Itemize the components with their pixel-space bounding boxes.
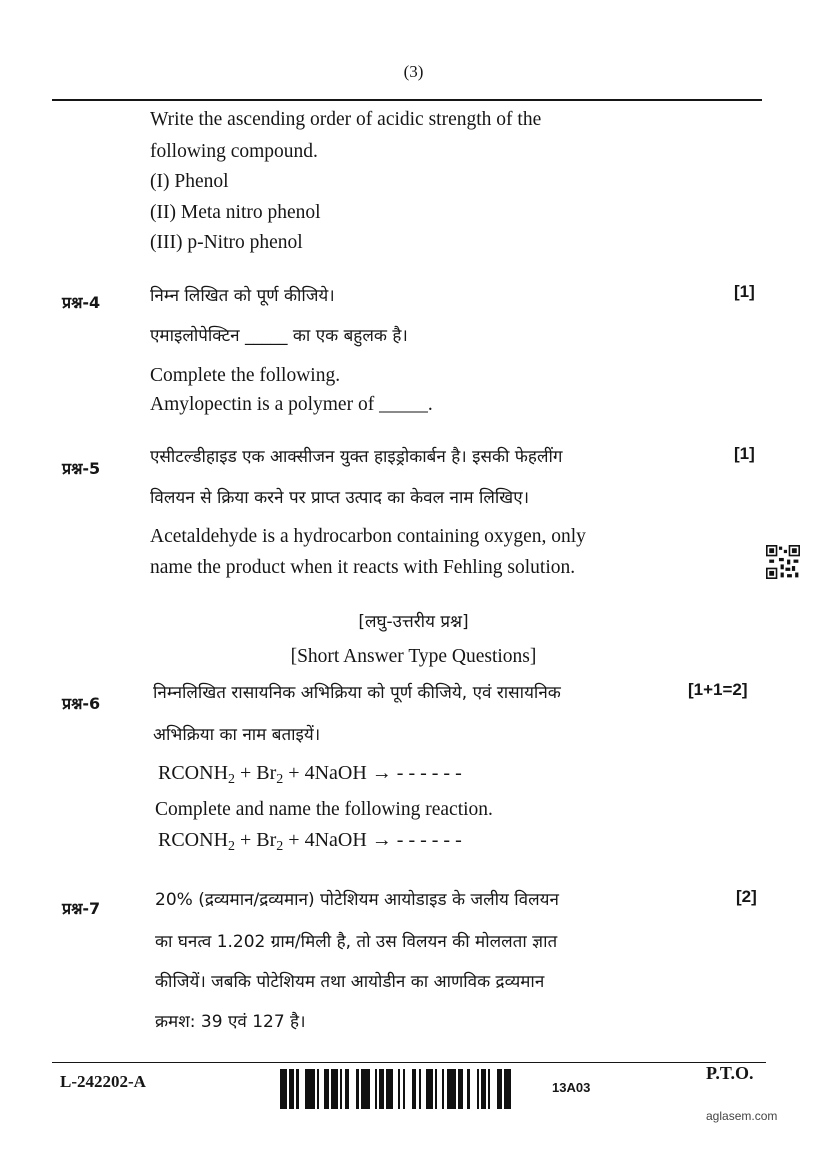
- q5-marks: [1]: [734, 444, 755, 463]
- q3-text-line-2: following compound.: [150, 141, 318, 162]
- q6-marks: [1+1=2]: [688, 680, 748, 699]
- q7-line-4: क्रमश: 39 एवं 127 है।: [155, 1012, 306, 1032]
- q4-hindi-line-1: निम्न लिखित को पूर्ण कीजिये।: [150, 286, 335, 306]
- header-divider: [52, 99, 762, 101]
- q6-hindi-line-2: अभिक्रिया का नाम बताइयें।: [153, 725, 321, 745]
- q7-line-3: कीजियें। जबकि पोटेशियम तथा आयोडीन का आणविक द्रव्यमान: [155, 972, 545, 992]
- watermark: aglasem.com: [706, 1109, 778, 1123]
- q5-english-line-1: Acetaldehyde is a hydrocarbon containing oxygen, only: [150, 526, 586, 547]
- q6-english-line-1: Complete and name the following reaction.: [155, 799, 493, 820]
- q6-equation-1: $RCONH_2 + Br_2$ + 4NaOH → - - - - - -: [158, 762, 462, 787]
- q3-option-2: (II) Meta nitro phenol: [150, 202, 321, 223]
- page-number: (3): [403, 62, 424, 81]
- q4-hindi-line-2: एमाइलोपेक्टिन _____ का एक बहुलक है।: [150, 326, 408, 346]
- q5-hindi-line-2: विलयन से क्रिया करने पर प्राप्त उत्पाद का केवल नाम लिखिए।: [150, 488, 530, 508]
- q5-hindi-line-1: एसीटल्डीहाइड एक आक्सीजन युक्त हाइड्रोकार्बन है। इसकी फेहलींग: [150, 447, 563, 467]
- q6-hindi-line-1: निम्नलिखित रासायनिक अभिक्रिया को पूर्ण कीजिये, एवं रासायनिक: [153, 683, 561, 703]
- qr-code-icon: [766, 545, 800, 579]
- section-heading-hindi: [लघु-उत्तरीय प्रश्न]: [358, 612, 469, 632]
- q4-label: प्रश्न-4: [62, 293, 101, 312]
- q3-text-line-1: Write the ascending order of acidic strength of the: [150, 109, 542, 130]
- barcode-icon: [280, 1069, 514, 1109]
- q4-english-line-2: Amylopectin is a polymer of _____.: [150, 394, 433, 415]
- booklet-code: 13A03: [552, 1080, 591, 1095]
- section-heading-english: [Short Answer Type Questions]: [290, 646, 537, 667]
- q7-marks: [2]: [736, 887, 757, 906]
- q4-marks: [1]: [734, 282, 755, 301]
- q3-option-3: (III) p-Nitro phenol: [150, 232, 303, 253]
- pto-label: P.T.O.: [706, 1063, 754, 1083]
- q7-line-2: का घनत्व 1.202 ग्राम/मिली है, तो उस विलयन की मोललता ज्ञात: [155, 932, 558, 952]
- q3-option-1: (I) Phenol: [150, 171, 229, 192]
- q7-label: प्रश्न-7: [62, 899, 101, 918]
- q4-english-line-1: Complete the following.: [150, 365, 341, 386]
- paper-code: L-242202-A: [60, 1072, 146, 1091]
- q5-label: प्रश्न-5: [62, 459, 101, 478]
- q5-english-line-2: name the product when it reacts with Fehling solution.: [150, 557, 576, 578]
- footer-divider: [52, 1062, 766, 1063]
- q6-equation-2: $RCONH_2 + Br_2$ + 4NaOH → - - - - - -: [158, 829, 462, 854]
- q7-line-1: 20% (द्रव्यमान/द्रव्यमान) पोटेशियम आयोडाइड के जलीय विलयन: [155, 890, 559, 910]
- q6-label: प्रश्न-6: [62, 694, 101, 713]
